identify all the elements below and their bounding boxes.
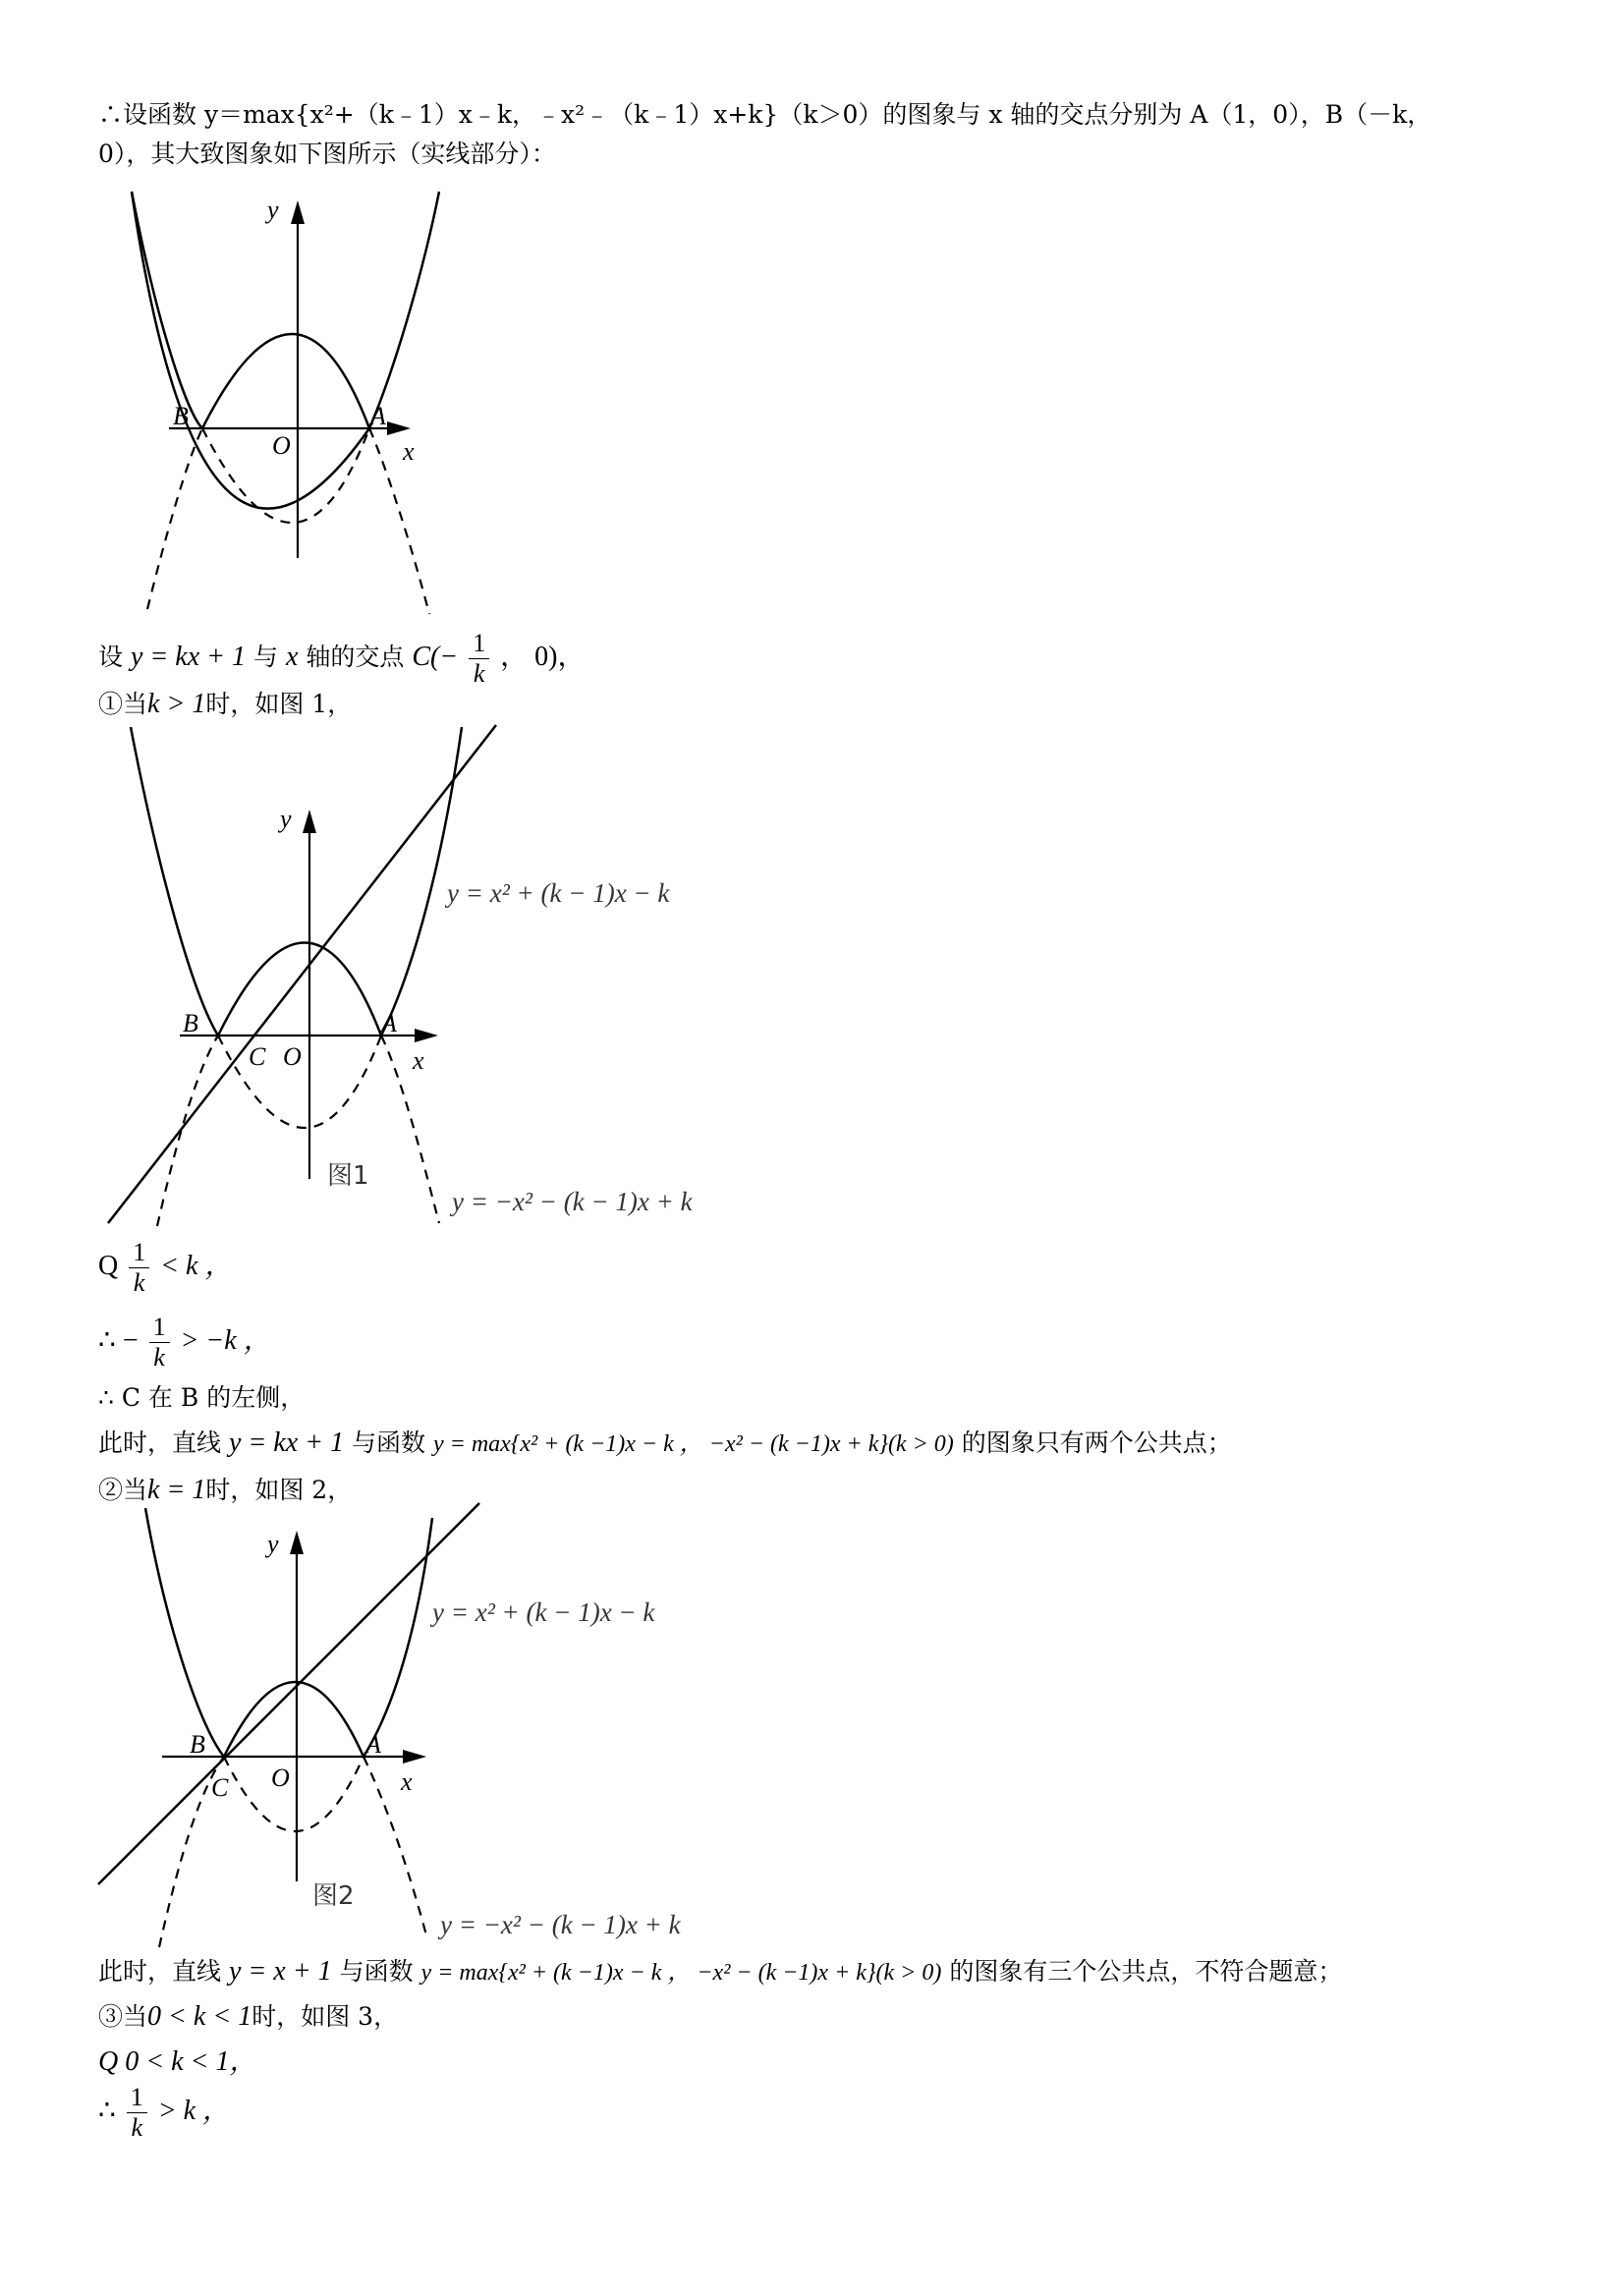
point-b-label: B <box>173 402 189 430</box>
x-axis-label: x <box>413 1046 424 1075</box>
point-b-label: B <box>183 1009 198 1037</box>
x-axis-label: x <box>403 437 415 466</box>
step-2: ∴ − $\frac{1}{k}$ > −k ， <box>98 1313 271 1372</box>
origin-label: O <box>283 1042 302 1071</box>
lower-curve-label: y = −x² − (k − 1)x + k <box>452 1187 693 1216</box>
step-1: Q $\frac{1}{k}$ < k ， <box>98 1238 233 1297</box>
origin-label: O <box>271 1764 290 1792</box>
origin-label: O <box>272 431 291 460</box>
set-c-post: 轴的交点 <box>306 643 405 671</box>
y-axis-label: y <box>280 805 292 833</box>
set-c-point: C(− <box>412 642 459 672</box>
set-c-x: x <box>285 642 299 672</box>
case-1-heading: ①当k > 1时，如图 1， <box>98 689 353 719</box>
step-7: ∴ $\frac{1}{k}$ > k ， <box>98 2083 231 2142</box>
upper-curve-label: y = x² + (k − 1)x − k <box>447 878 670 908</box>
upper-curve-label: y = x² + (k − 1)x − k <box>432 1597 655 1627</box>
y-axis-label: y <box>267 1530 279 1558</box>
point-b-label: B <box>190 1730 205 1759</box>
point-c-label: C <box>211 1773 229 1802</box>
step-4: 此时，直线 y = kx + 1 与函数 y = max{x² + (k −1)x − k ， −x² − (k −1)x + k}(k > 0) 的图象只有两个公共点； <box>98 1428 1232 1458</box>
point-a-label: A <box>381 1009 397 1037</box>
step-6: Q 0 < k < 1， <box>98 2046 257 2077</box>
figure-2-caption: 图2 <box>312 1881 355 1911</box>
down-parabola-arc <box>224 1682 364 1757</box>
set-c-fraction: $\frac{1}{k}$ <box>469 629 489 689</box>
intro-line-1: ∴设函数 y＝max{x²+（k﹣1）x﹣k，﹣x²﹣（k﹣1）x+k}（k＞0）的图象与 x 轴的交点分别为 A（1，0），B（－k， <box>98 100 1432 129</box>
set-c-tail: ， 0)， <box>500 642 586 672</box>
step-5: 此时，直线 y = x + 1 与函数 y = max{x² + (k −1)x − k ， −x² − (k −1)x + k}(k > 0) 的图象有三个公共点，不符合题意； <box>98 1956 1343 1987</box>
set-c-pre: 设 <box>98 643 124 671</box>
y-axis-label: y <box>267 196 279 224</box>
set-c-mid: 与 <box>253 643 279 671</box>
down-parabola-right-dashed <box>364 1757 426 1935</box>
figure-1-caption: 图1 <box>327 1161 369 1191</box>
point-a-label: A <box>370 402 386 430</box>
lower-curve-label: y = −x² − (k − 1)x + k <box>440 1910 681 1939</box>
intro-line-2: 0），其大致图象如下图所示（实线部分）： <box>98 140 556 168</box>
set-c-eq: y = kx + 1 <box>130 642 247 672</box>
up-parabola-bottom-dashed <box>224 1757 364 1831</box>
step-3: ∴ C 在 B 的左侧， <box>98 1383 306 1412</box>
up-parabola-right <box>364 1518 432 1757</box>
point-a-label: A <box>365 1730 381 1759</box>
up-parabola-left <box>145 1508 224 1757</box>
x-axis-label: x <box>401 1767 413 1796</box>
case-3-heading: ③当0 < k < 1时，如图 3， <box>98 2001 399 2032</box>
case-2-heading: ②当k = 1时，如图 2， <box>98 1475 353 1505</box>
point-c-label: C <box>249 1042 266 1071</box>
